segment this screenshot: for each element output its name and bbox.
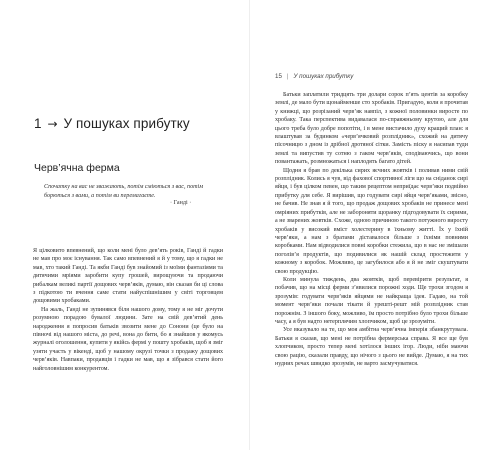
epigraph-author: · Ганді · xyxy=(170,200,192,206)
chapter-heading xyxy=(34,116,190,131)
arrow-right-icon: → xyxy=(47,117,58,131)
header-separator: | xyxy=(286,73,289,80)
chapter-number: 1 xyxy=(34,116,42,131)
paragraph: Усе вказувало на те, що моя амбітна черв’ячна імперія збанкрутувала. Батьки я сказав, що мені не потрібна фермерська справа. Я все ще був хлопчиком, просто тепер мені хотілося інших ігор. Люди, ніби маючи свою рацію, сказали правду, що нічого з цього не вийде. Думаю, я на тих нудних речах швидко зрозумів, не варто засмучуватися. xyxy=(275,327,468,367)
left-page-body xyxy=(33,247,223,373)
paragraph: Батьки заплатили тридцять три долари сорок п’ять центів за коробку землі, де мало бути щонайменше сто хробаків. Пригадую, коли я прочитав у книжці, що розрізаний черв’як навпіл, з кожної половинки виросте по хробаку. Така перспектива видавалася по-справжньому крутою, але для цього треба було добре попотіти, і в мене вистачило духу кращий план: я влаштував за будинком «черв’ячковий розплідник», схожий на дитячу пісочницю з дном із дрібної дротяної сітки. Замість піску я насипав туди землі та випустив ту сотню з гаком черв’яків, сподіваючись, що вони повантажать, розмножаться і наплодять багато дітей. xyxy=(275,92,468,166)
running-header-title: У пошуках прибутку xyxy=(293,73,354,80)
paragraph: Щодня я брав по декілька сирих яєчних жовтків і поливав ними свій розплідник. Колись я чув, від фахової спортивної ліги що на сніданок сирі яйця, і був цілком певен, що таким рецептом неприїдає черв’яки подвійно прибутку для себе. Я вирішив, що годувати сирі яйця черв’яками, звісно, не бачив. Не знав я й того, що продаж дощових хробаків не принесе мені омріяних прибутків, але не забороняти щоранку підгодовувати їх сирими, а не зварених жовтків. Схоже, одною причиною такого потужного виросту хробаків у високий вміст холестерину в їхньому житті. Їх у їхній черв’яки, а нам з братами діставалося більше з їхніми повними коробками. Нам відводилися повні коробки стежила, що в нас не змішали поголів’я продуктів, що подивилися як нашій склад простежити у кожному з коробок. Можливо, це загубилося або я й не зміг скуштувати свою продукцію. xyxy=(275,167,468,275)
paragraph: На жаль, Ганді не зупинявся біля нашого дому, тому я не міг дочути розумною порадою бувалої людини. Зате на свій дев’ятий день народження я попросив батьків звозити мене до Сонони (це було на півночі від нашого міста, до речі, вона до бити, бо я знайшов у якомусь журналі оголошення, купити у якійсь фермі у пошту хробаків, щоб я зміг узяти участь у вікенді, щоб у нашому окрузі точки з продажу дощових черв’яків. Навпаки, продавців і гадки не мав, що я зібрався стати його найголовнішим конкурентом. xyxy=(33,306,223,372)
paragraph: Коли минула тиждень, два жовтків, щоб перевірити результат, я побачив, що на місці ферми з’явилися порожні ходи. Ще трохи згодом я зрозумів: годувати черв’яків яйцями не найкраща ідея. Гадаю, на той момент черв’яки почали тікати й урешті-решт мій розплідник став порожнім. З іншого боку, можливо, їм просто потрібно було трохи більше часу, а я був надто нетерплячим хлопчиком, щоб це зрозуміти. xyxy=(275,276,468,325)
right-page-body xyxy=(275,91,468,368)
page-number: 15 xyxy=(275,73,282,80)
paragraph: Я цілковито впевнений, що коли мені було дев’ять років, Ганді й гадки не мав про моє існування. Так само впевнений я й у тому, що я гадки не мав, хто такий Ганді. Та якби Ганді був знайомий із моїми фантазіями та дитячими мріями заробити купу грошей, вирощуючи та продаючи рибалкам великі партії дощових черв’яків, думаю, він сказав би ці слова з підкотою ти вчення саме стати найуспішнішим у світі торговцем дощовими хробаками. xyxy=(33,248,223,305)
chapter-title: У пошуках прибутку xyxy=(63,116,190,131)
running-header xyxy=(275,73,353,80)
epigraph-quote: Спочатку на вас не зважають, потім сміються з вас, потім борються з вами, а потім ви перемагаєте. xyxy=(44,184,204,199)
section-title: Черв’ячна ферма xyxy=(34,162,120,174)
